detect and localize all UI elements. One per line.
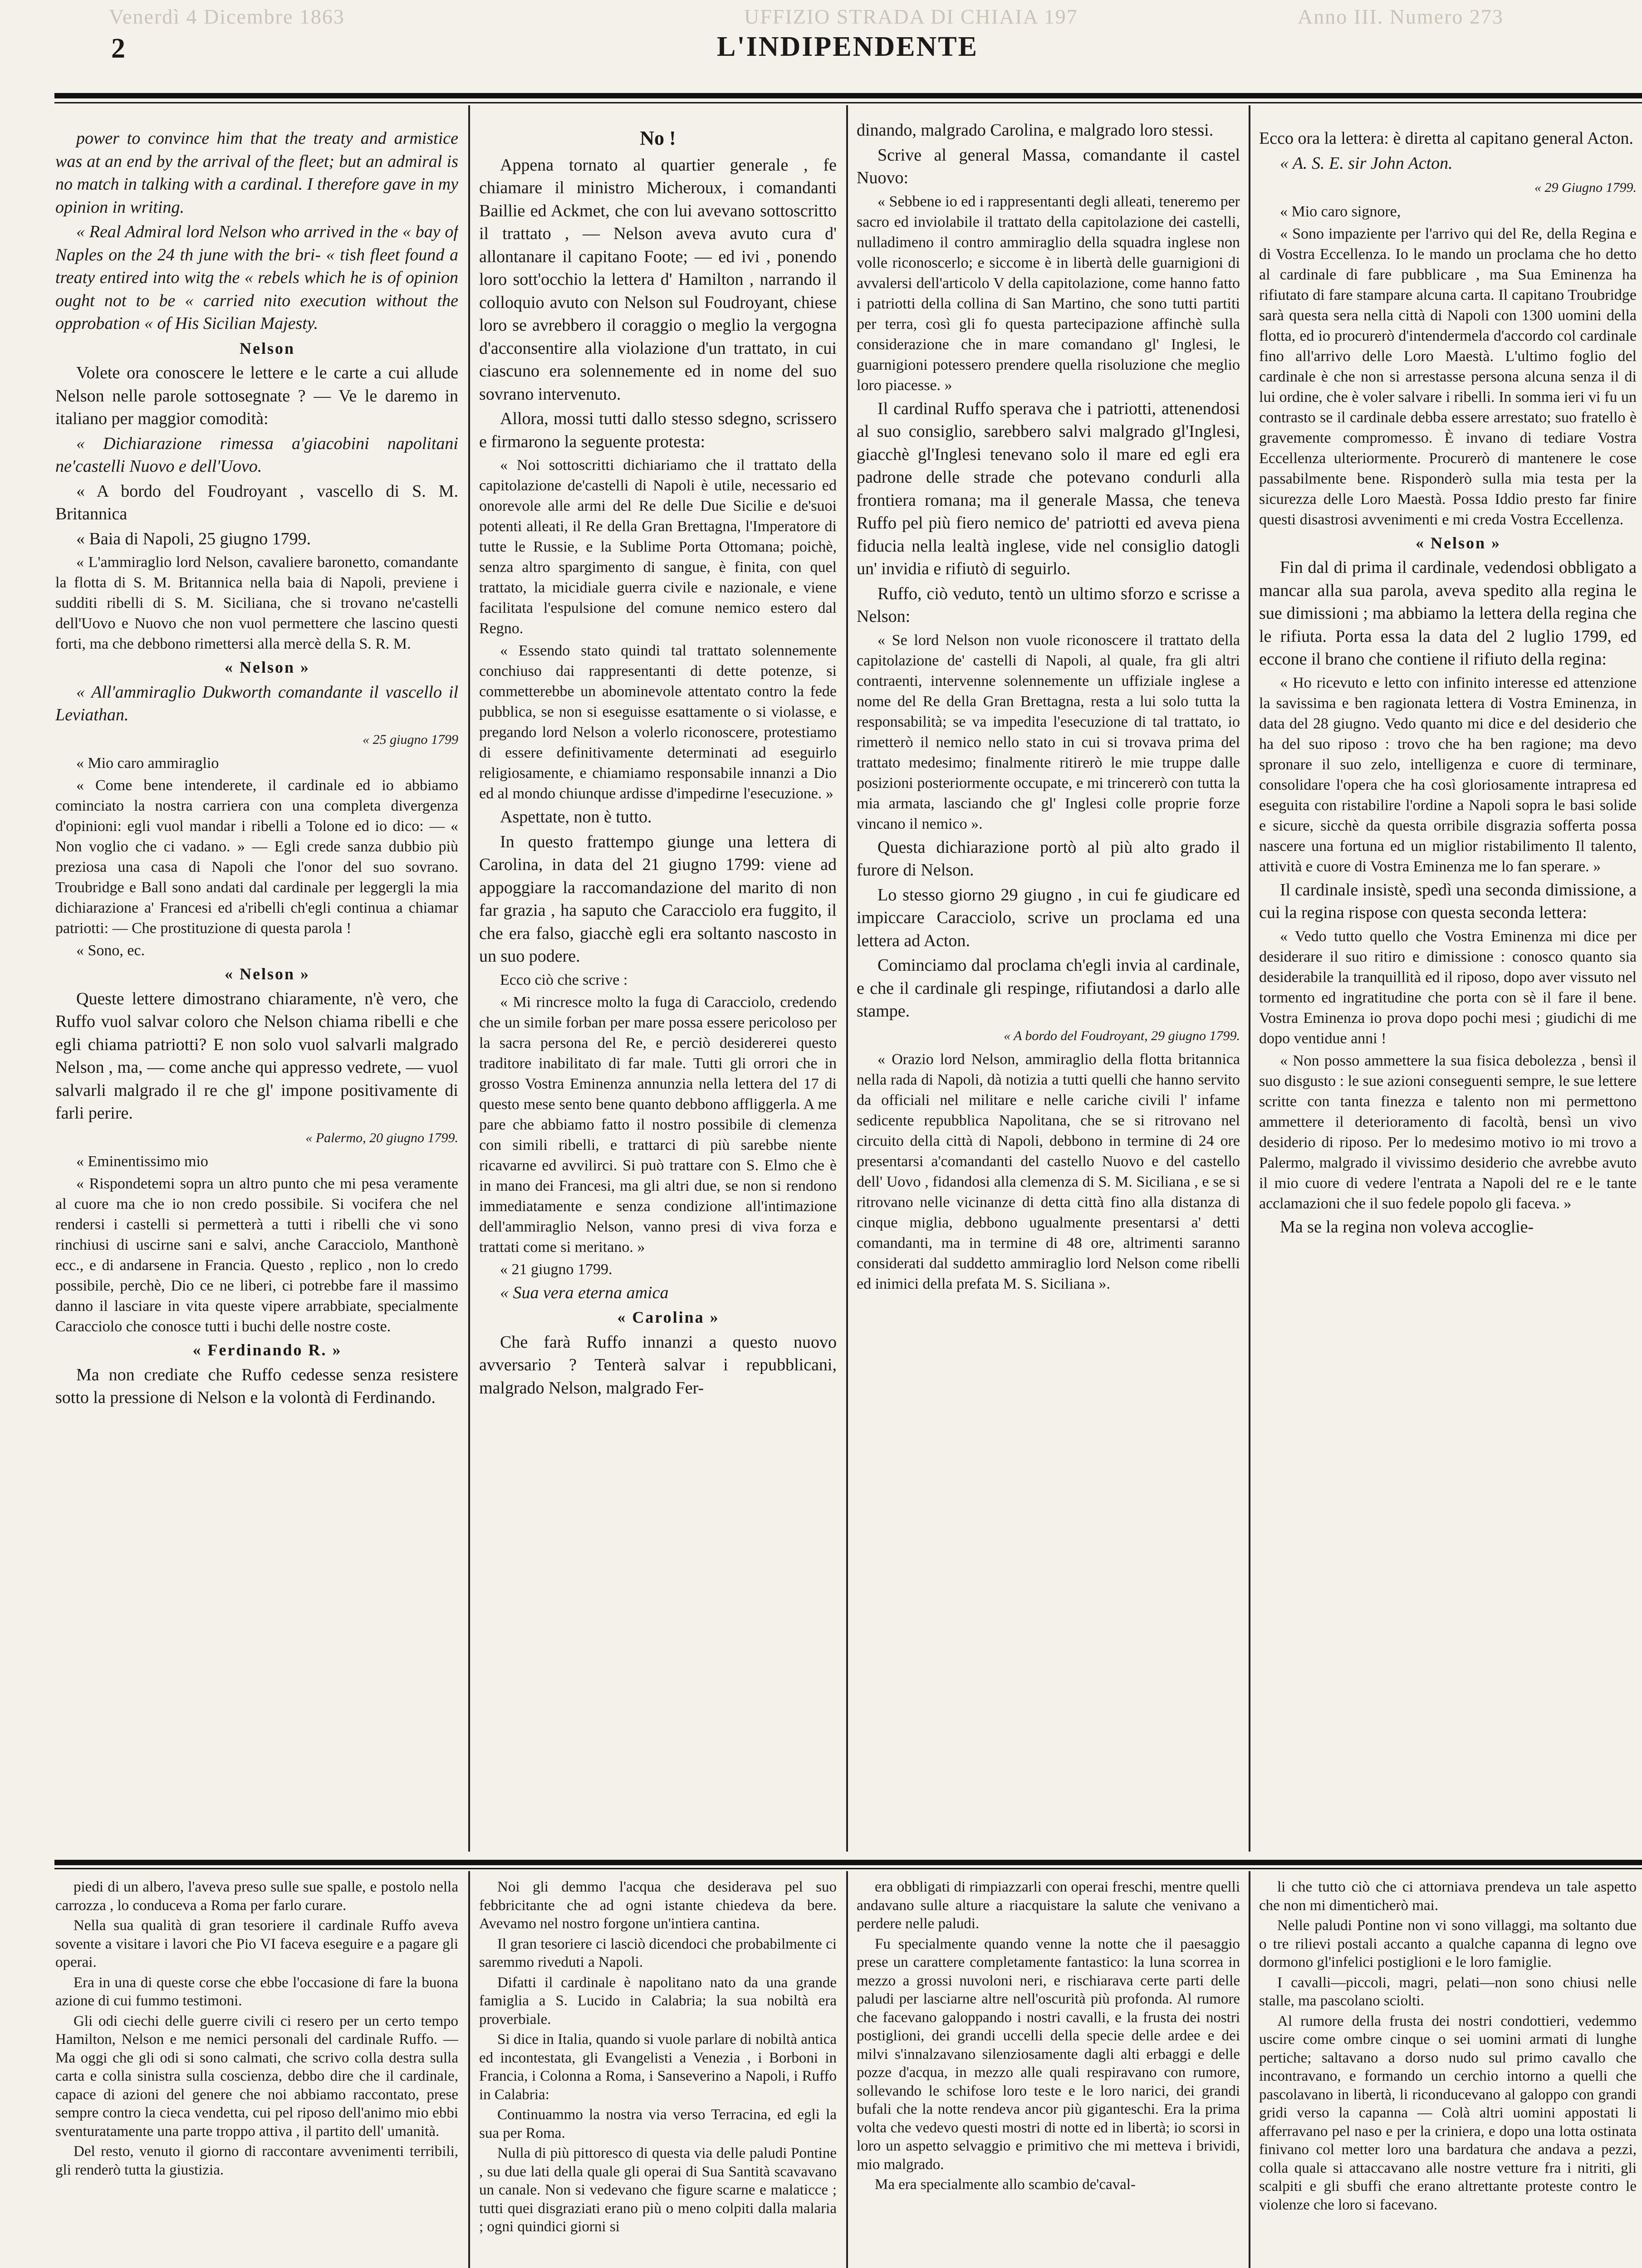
article-paragraph: Allora, mossi tutti dallo stesso sdegno, scrissero e firmarono la seguente protesta: (479, 409, 837, 451)
article-paragraph: Del resto, venuto il giorno di raccontare avvenimenti terribili, gli renderò tutta la giustizia. (55, 2143, 458, 2178)
article-paragraph: Queste lettere dimostrano chiaramente, n'è vero, che Ruffo vuol salvar coloro che Nelson chiama ribelli e che egli chiama patriotti? E non solo vuol salvarli malgrado Nelson , ma, — come anche qui appresso vedrete, — vuol salvarli malgrado il re che gl' impone positivamente di farli perire. (55, 989, 458, 1123)
article-paragraph: Era in una di queste corse che ebbe l'occasione di fare la buona azione di cui fummo testimoni. (55, 1974, 458, 2009)
article-paragraph: « Sono impaziente per l'arrivo qui del Re, della Regina e di Vostra Eccellenza. Io le mando un proclama che ho detto al cardinale di fare pubblicare , ma Sua Eminenza ha rifiutato di fare stampare alcuna carta. Il capitano Troubridge sarà questa sera nella città di Napoli con 1300 uomini della flotta, ed io procurerò d'intendermela d'accordo col cardinale fino all'arrivo delle Loro Maestà. L'ultimo foglio del cardinale è che non si arrestasse persona alcuna senza il di lui ordine, che è voler salvare i ribelli. In somma ieri vi fu un contrasto se il cardinale debba essere arrestato; suo fratello è gravemente compromesso. È invano di tediare Vostra Eccellenza ulteriormente. Procurerò di mantenere le cose passabilmente bene. Risponderò sulla mia testa per la sicurezza delle Loro Maestà. Possa Iddio presto far finire questi disastrosi avvenimenti e mi creda Vostra Eccellenza. (1259, 225, 1637, 528)
column-divider (846, 105, 848, 1852)
article-paragraph: Ecco ciò che scrive : (500, 971, 628, 988)
article-paragraph: Ruffo, ciò veduto, tentò un ultimo sforzo e scrisse a Nelson: (857, 584, 1240, 626)
article-paragraph: Nelson (239, 339, 295, 357)
article-paragraph: « Rispondetemi sopra un altro punto che mi pesa veramente al cuore ma che io non credo possibile. Si vocifera che nel rendersi i castelli si permetterà a tutti i ribelli che vi sono rinchiusi di uscirne sani e salvi, anche Caracciolo, Manthonè ecc., e di andarsene in Francia. Questo , replico , non lo credo possibile, perchè, Dio ce ne liberi, ci potrebbe fare il massimo danno il lasciare in vita queste vipere arrabbiate, specialmente Caracciolo che conosce tutti i buchi delle nostre coste. (55, 1175, 458, 1335)
article-paragraph: Nelle paludi Pontine non vi sono villaggi, ma soltanto due o tre rilievi postali accanto a qualche capanna di legno ove dormono gl'infelici postiglioni e le loro famiglie. (1259, 1917, 1637, 1970)
article-paragraph: « Mio caro ammiraglio (76, 755, 219, 772)
article-paragraph: « Ho ricevuto e letto con infinito interesse ed attenzione la savissima e ben ragionata lettera di Vostra Eminenza, in data del 28 giugno. Vedo quanto mi dice e del desiderio che ha del suo riposo : trovo che ha ben ragione; ma devo spronare il suo zelo, intelligenza e cuore di terminare, consolidare l'opera che ha così gloriosamente intrapresa ed eseguita con ristabilire l'ordine a Napoli sopra le basi solide e sicure, sicchè da questa orribile disgrazia sofferta possa nascere una fortuna ed un miglior ristabilimento Il talento, attività e cuore di Vostra Eminenza me lo fan sperare. » (1259, 674, 1637, 875)
article-paragraph: « Come bene intenderete, il cardinale ed io abbiamo cominciato la nostra carriera con una completa divergenza d'opinioni: egli vuol mandar i ribelli a Tolone ed io dico: — « Non voglio che ci vadano. » — Egli crede sanza dubbio più preziosa una casa di Napoli che l'onor del suo sovrano. Troubridge e Ball sono andati dal cardinale per leggergli la mia dichiarazione a' Francesi ed a'ribelli ch'egli continua a chiamar patriotti: — Che prostituzione di questa parola ! (55, 777, 458, 937)
article-paragraph: Al rumore della frusta dei nostri condottieri, vedemmo uscire come ombre cinque o sei uomini armati di lunghe pertiche; saltavano a dorso nudo sul primo cavallo che incontravano, e formando un cerchio intorno a quelli che pascolavano in libertà, li riconducevano al galoppo con grandi gridi verso la capanna — Colà altri uomini appostati li afferravano pel naso e per la criniera, e dopo una lotta ostinata finivano col metter loro una bardatura che andava a pezzi, colla quale si attaccavano alle nostre vetture fra i nitriti, gli scalpiti e gli sbuffi che erano altrettante proteste contro le violenze che loro si facevano. (1259, 2013, 1637, 2213)
article-paragraph: « 21 giugno 1799. (500, 1261, 613, 1278)
article-paragraph: era obbligati di rimpiazzarli con operai freschi, mentre quelli andavano sulle alture a riacquistare la salute che venivano a perdere nelle paludi. (857, 1879, 1240, 1932)
article-paragraph: Nella sua qualità di gran tesoriere il cardinale Ruffo aveva sovente a visitare i lavori che Pio VI faceva eseguire e a pagare gli operai. (55, 1917, 458, 1970)
article-paragraph: Ma se la regina non voleva accoglie- (1280, 1217, 1534, 1237)
article-paragraph: « A bordo del Foudroyant, 29 giugno 1799. (1004, 1028, 1240, 1043)
article-paragraph: « Mio caro signore, (1280, 203, 1401, 220)
article-paragraph: « Sua vera eterna amica (500, 1283, 669, 1302)
column-divider (468, 105, 470, 1852)
article-paragraph: « Nelson » (224, 658, 310, 676)
article-paragraph: Nulla di più pittoresco di questa via delle paludi Pontine , su due lati della quale gli operai di Sua Santità scavavano un canale. Non si vedevano che figure scarne e malaticce ; tutti quei disgraziati erano più o meno colpiti dalla malaria ; ogni quindici giorni si (479, 2145, 837, 2235)
header-rule (54, 93, 1642, 98)
feuilleton-column-4 (1259, 1878, 1637, 2268)
article-paragraph: « Palermo, 20 giugno 1799. (305, 1130, 458, 1145)
article-paragraph: « Carolina » (617, 1308, 720, 1326)
article-paragraph: Ma era specialmente allo scambio de'caval- (875, 2176, 1136, 2193)
feuilleton-rule (54, 1860, 1642, 1865)
feuilleton-rule-thin (54, 1868, 1642, 1869)
article-paragraph: Il cardinal Ruffo sperava che i patriotti, attenendosi al suo consiglio, sarebbero salvi malgrado gl'Inglesi, giacchè gl'Inglesi tenevano solo il mare ed egli era padrone delle strade che potevano condurli alla frontiera romana; ma il generale Massa, che teneva Ruffo pel più fiero nemico de' patriotti ed aveva piena fiducia nella lealtà inglese, vide nel consiglio datogli un' invidia e rifiutò di seguirlo. (857, 399, 1240, 578)
article-paragraph: « Noi sottoscritti dichiariamo che il trattato della capitolazione de'castelli di Napoli è utile, necessario ed onorevole alle armi del Re delle Due Sicilie e de'suoi potenti alleati, il Re della Gran Brettagna, l'Imperatore di tutte le Russie, e la Sublime Porta Ottomana; poichè, senza altro spargimento di sangue, è finita, con quel trattato, la micidiale guerra civile e nazionale, e viene facilitata l'espulsione del comune nemico estero dal Regno. (479, 457, 837, 637)
article-paragraph: Il gran tesoriere ci lasciò dicendoci che probabilmente ci saremmo riveduti a Napoli. (479, 1936, 837, 1970)
article-paragraph: power to convince him that the treaty and armistice was at an end by the arrival of the fleet; but an admiral is no match in talking with a cardinal. I therefore gave in my opinion in writing. (55, 129, 458, 217)
feuilleton-divider (846, 1871, 848, 2268)
article-paragraph: Il cardinale insistè, spedì una seconda dimissione, a cui la regina rispose con questa seconda lettera: (1259, 880, 1637, 922)
article-paragraph: « A. S. E. sir John Acton. (1280, 153, 1453, 173)
article-paragraph: Noi gli demmo l'acqua che desiderava pel suo febbricitante che ad ogni istante chiedeva da bere. Avevamo nel nostro forgone un'intiera cantina. (479, 1879, 837, 1932)
article-paragraph: Appena tornato al quartier generale , fe chiamare il ministro Micheroux, i comandanti Baillie ed Ackmet, che con lui avevano sottoscritto il trattato , — Nelson aveva avuto cura d' allontanare il capitano Foote; — ed ivi , ponendo loro sott'occhio la lettera d' Hamilton , narrando il colloquio avuto con Nelson sul Foudroyant, chiese loro se avrebbero il coraggio o meglio la vergogna d'acconsentire alla violazione d'un trattato, in cui ciascuno era solennemente ed in nome del suo sovrano intervenuto. (479, 155, 837, 404)
article-paragraph: Ecco ora la lettera: è diretta al capitano general Acton. (1259, 129, 1634, 148)
article-paragraph: « Sono, ec. (76, 942, 145, 959)
article-paragraph: No ! (640, 127, 676, 149)
article-paragraph: « Essendo stato quindi tal trattato solennemente conchiuso dai rappresentanti di dette potenze, si commetterebbe un abominevole attentato contro la fede pubblica, se non si eseguisse esattamente o si violasse, e pregando lord Nelson a volerlo riconoscere, protestiamo di essere definitivamente determinati ad eseguirlo religiosamente, e chiamiamo responsabile innanzi a Dio ed al mondo chiunque ardisse d'impedirne l'esecuzione. » (479, 642, 837, 802)
article-paragraph: « Se lord Nelson non vuole riconoscere il trattato della capitolazione de' castelli di Napoli, al quale, fra gli altri contraenti, intervenne solennemente un uffiziale inglese a nome del Re della Gran Brettagna, resta a lui solo tutta la responsabilità; se va impedita l'esecuzione di tal trattato, io rimetterò il nemico nello stato in cui si trovava prima del trattato medesimo; finalmente ritirerò le mie truppe dalle posizioni posteriormente occupate, e mi trincererò con tutta la mia armata, lasciando che gl' Inglesi colle proprie forze vincano il nemico ». (857, 631, 1240, 832)
article-paragraph: « All'ammiraglio Dukworth comandante il vascello il Leviathan. (55, 682, 458, 724)
article-paragraph: « Sebbene io ed i rappresentanti degli alleati, teneremo per sacro ed inviolabile il trattato della capitolazione dei castelli, nulladimeno il contro ammiraglio della squadra inglese non volle riconoscerlo; e siccome è in libertà delle guarnigioni di avvalersi dell'articolo V della capitolazione, come hanno fatto i patriotti della collina di San Martino, che sono tutti partiti per terra, così gli fo questa partecipazione affinchè sulla considerazione che in mare comandano gl' Inglesi, le guarnigioni potessero prendere quella risoluzione che meglio loro piacesse. » (857, 193, 1240, 394)
article-paragraph: Volete ora conoscere le lettere e le carte a cui allude Nelson nelle parole sottosegnate ? — Ve le daremo in italiano per maggior comodità: (55, 363, 458, 428)
feuilleton-column-3 (857, 1878, 1240, 2268)
feuilleton-divider (1249, 1871, 1250, 2268)
article-paragraph: « Orazio lord Nelson, ammiraglio della flotta britannica nella rada di Napoli, dà notizia a tutti quelli che hanno servito da officiali nel militare e nelle cariche civili l' infame sedicente repubblica Napolitana, che se si ritrovano nel circuito della città di Napoli, debbono in termine di 24 ore presentarsi a'comandanti del castello Nuovo e del castello dell' Uovo , fidandosi alla clemenza di S. M. Siciliana , e se si ritrovano nelle vicinanze di detta città fino alla distanza di cinque miglia, debbono ugualmente presentarsi a' detti comandanti, ma in termine di 48 ore, altrimenti saranno considerati dal suddetto ammiraglio lord Nelson come ribelli ed inimici della prefata M. S. Siciliana ». (857, 1051, 1240, 1292)
article-paragraph: Gli odi ciechi delle guerre civili ci resero per un certo tempo Hamilton, Nelson e me nemici personali del cardinale Ruffo. — Ma oggi che gli odi si sono calmati, che scrivo colla destra sulla carta e colla sinistra sulla coscienza, debbo dire che il cardinale, capace di azioni del genere che noi abbiamo raccontato, prese sempre contro la cieca vendetta, cui pel riposo dell'animo mio ebbi sventuratamente una parte troppo attiva , il partito dell' umanità. (55, 2013, 458, 2140)
article-paragraph: Aspettate, non è tutto. (500, 807, 652, 826)
article-column-1 (55, 127, 458, 1860)
article-column-4 (1259, 127, 1637, 1860)
article-paragraph: « Non posso ammettere la sua fisica debolezza , bensì il suo disgusto : le sue azioni conseguenti sempre, le sue lettere scritte con tanta finezza e talento non mi permettono ammettere il deterioramento di facoltà, bensì un vivo desiderio di riposo. Per lo medesimo motivo io mi trovo a Palermo, malgrado il vivissimo desiderio che avrebbe avuto il mio cuore di vedere l'entrata a Napoli del re e le tante acclamazioni che il suo fedele popolo gli faceva. » (1259, 1052, 1637, 1212)
masthead-title: L'INDIPENDENTE (717, 31, 978, 62)
article-paragraph: « 25 giugno 1799 (363, 732, 458, 747)
article-paragraph: Fu specialmente quando venne la notte che il paesaggio prese un carattere completamente fantastico: la luna scorrea in mezzo a grossi nuvoloni neri, e rischiarava certe parti delle paludi per lasciarne altre nell'oscurità più profonda. Al rumore che facevano galoppando i nostri cavalli, e la frusta dei nostri postiglioni, dei grandi uccelli della specie delle ardee e dei milvi s'innalzavano silenziosamente dagli alti erbaggi e delle pozze d'acqua, in mezzo alle quali respiravano con rumore, sollevando le schifose loro teste e le loro narici, dei grandi bufali che la notte rendeva ancor più giganteschi. Era la prima volta che vedevo questi mostri di notte ed in libertà; io scorsi in loro un aspetto selvaggio e primitivo che mi metteva i brividi, mio malgrado. (857, 1936, 1240, 2173)
article-paragraph: Difatti il cardinale è napolitano nato da una grande famiglia a S. Lucido in Calabria; la sua nobiltà era proverbiale. (479, 1974, 837, 2028)
feuilleton-divider (468, 1871, 470, 2268)
article-paragraph: « Dichiarazione rimessa a'giacobini napolitani ne'castelli Nuovo e dell'Uovo. (55, 434, 458, 476)
article-paragraph: li che tutto ciò che ci attorniava prendeva un tale aspetto che non mi dimenticherò mai. (1259, 1879, 1637, 1914)
article-paragraph: « Nelson » (1415, 533, 1501, 552)
article-paragraph: Questa dichiarazione portò al più alto grado il furore di Nelson. (857, 837, 1240, 880)
article-paragraph: Scrive al general Massa, comandante il castel Nuovo: (857, 145, 1240, 187)
article-paragraph: « L'ammiraglio lord Nelson, cavaliere baronetto, comandante la flotta di S. M. Britannica nella baia di Napoli, previene i sudditi ribelli di S. M. Siciliana, che si trovano ne'castelli dell'Uovo e Nuovo che non vuol permettere che lascino questi forti, ma che debbono rimettersi alla mercè della S. R. M. (55, 554, 458, 652)
article-paragraph: In questo frattempo giunge una lettera di Carolina, in data del 21 giugno 1799: viene ad appoggiare la raccomandazione del marito di non far grazia , ha saputo che Caracciolo era fuggito, il che era falso, giacchè egli era soltanto nascosto in un suo podere. (479, 832, 837, 966)
article-paragraph: « Mi rincresce molto la fuga di Caracciolo, credendo che un simile forban per mare possa essere pericoloso per la sacra persona del Re, e perciò desidererei questo traditore inabilitato di far male. Tutti gli orrori che in grosso Vostra Eminenza annunzia nella lettera del 17 di questo mese sento bene quanto debbono affliggerla. A me pare che abbiamo fatto il nostro possibile di clemenza con simili ribelli, e trattarci di più sarebbe niente ricavarne ed avvilirci. Si può trattare con S. Elmo che è in mano dei Francesi, ma gli altri due, se non si rendono immediatamente e senza condizione all'intimazione dell'ammiraglio Nelson, vanno presi di viva forza e trattati come si meritano. » (479, 993, 837, 1256)
article-column-3 (857, 119, 1240, 1860)
article-paragraph: Lo stesso giorno 29 giugno , in cui fe giudicare ed impiccare Caracciolo, scrive un proclama ed una lettera ad Acton. (857, 885, 1240, 950)
header-rule-thin (54, 102, 1642, 103)
bleed-through-text: Venerdì 4 Dicembre 1863 (109, 5, 345, 28)
article-paragraph: piedi di un albero, l'aveva preso sulle sue spalle, e postolo nella carrozza , lo conduceva a Roma per farlo curare. (55, 1879, 458, 1914)
feuilleton-column-2 (479, 1878, 837, 2268)
bleed-through-text: Anno III. Numero 273 (1298, 5, 1504, 28)
article-paragraph: « Baia di Napoli, 25 giugno 1799. (76, 529, 311, 548)
article-paragraph: « 29 Giugno 1799. (1534, 180, 1637, 195)
article-paragraph: Fin dal di prima il cardinale, vedendosi obbligato a mancar alla sua parola, aveva spedito alla regina le sue dimissioni ; ma abbiamo la lettera della regina che le rifiuta. Porta essa la data del 2 luglio 1799, ed eccone il brano che contiene il rifiuto della regina: (1259, 558, 1637, 669)
article-paragraph: « A bordo del Foudroyant , vascello di S. M. Britannica (55, 481, 458, 523)
article-paragraph: dinando, malgrado Carolina, e malgrado loro stessi. (857, 121, 1214, 140)
article-paragraph: « Vedo tutto quello che Vostra Eminenza mi dice per desiderare il suo ritiro e dimissione : conosco quanto sia desiderabile la tranquillità ed il riposo, dopo aver vissuto nel tormento ed ingratitudine che porta con sè il fare il bene. Vostra Eminenza io prova dopo pochi mesi ; giudichi di me dopo ventidue anni ! (1259, 928, 1637, 1047)
article-paragraph: « Eminentissimo mio (76, 1153, 208, 1170)
article-paragraph: « Ferdinando R. » (192, 1341, 342, 1359)
article-paragraph: Continuammo la nostra via verso Terracina, ed egli la sua per Roma. (479, 2107, 837, 2141)
article-paragraph: Si dice in Italia, quando si vuole parlare di nobiltà antica ed incontestata, gli Evangelisti a Venezia , i Borboni in Francia, i Colonna a Roma, i Sanseverino a Napoli, i Ruffo in Calabria: (479, 2031, 837, 2103)
article-paragraph: Cominciamo dal proclama ch'egli invia al cardinale, e che il cardinale gli respinge, rifiutandosi a darlo alle stampe. (857, 956, 1240, 1021)
article-paragraph: Ma non crediate che Ruffo cedesse senza resistere sotto la pressione di Nelson e la volontà di Ferdinando. (55, 1365, 458, 1407)
article-paragraph: I cavalli—piccoli, magri, pelati—non sono chiusi nelle stalle, ma pascolano sciolti. (1259, 1974, 1637, 2009)
article-column-2 (479, 127, 837, 1860)
article-paragraph: « Nelson » (224, 965, 310, 983)
feuilleton-column-1 (55, 1878, 458, 2268)
article-paragraph: Che farà Ruffo innanzi a questo nuovo avversario ? Tenterà salvar i repubblicani, malgrado Nelson, malgrado Fer- (479, 1332, 837, 1398)
article-paragraph: « Real Admiral lord Nelson who arrived in the « bay of Naples on the 24 th june with the bri- « tish fleet found a treaty entired into witg the « rebels which he is of opinion ought not to be « carried nito execution without the opprobation « of His Sicilian Majesty. (55, 222, 458, 333)
column-divider (1249, 105, 1250, 1852)
bleed-through-text: UFFIZIO STRADA DI CHIAIA 197 (744, 5, 1078, 28)
page-number: 2 (111, 33, 125, 64)
